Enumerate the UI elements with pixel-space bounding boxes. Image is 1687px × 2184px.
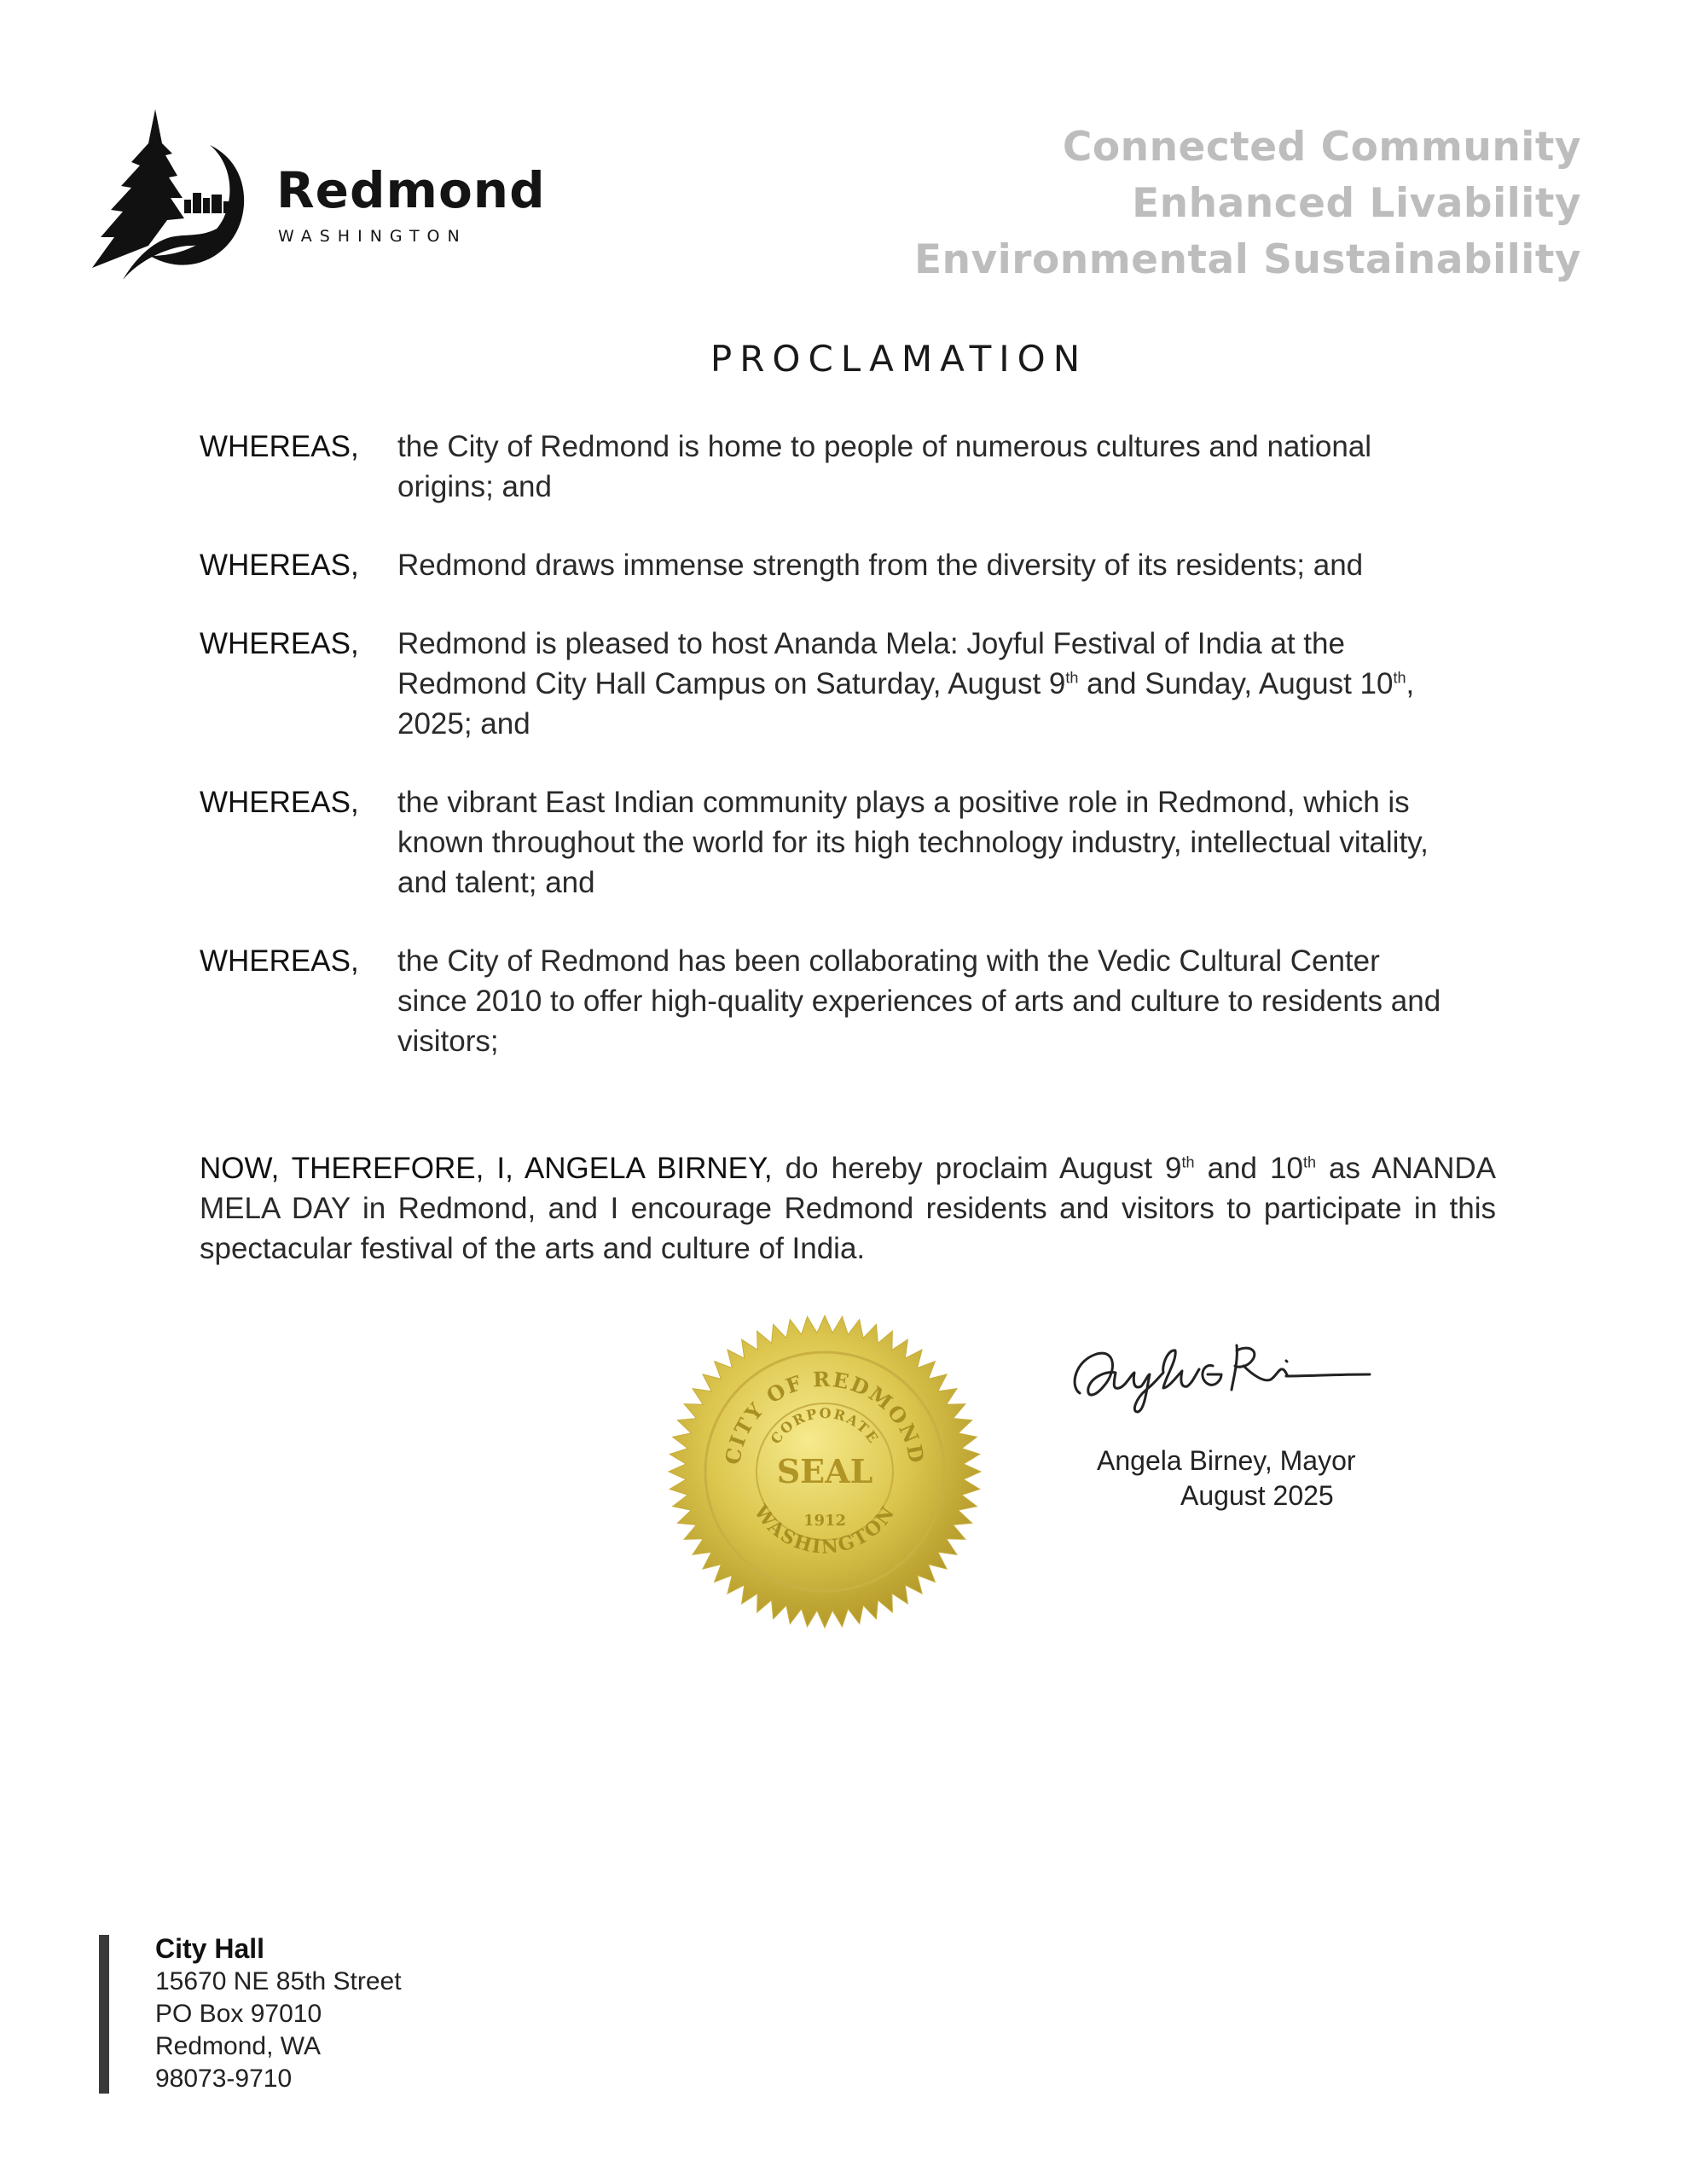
whereas-text-part: and Sunday, August 10 [1078, 667, 1394, 700]
document-title: PROCLAMATION [710, 338, 1088, 380]
seal-text-bottom: WASHINGTON [749, 1501, 901, 1559]
tagline-1: Connected Community [1062, 124, 1581, 171]
ordinal-suffix: th [1181, 1153, 1195, 1171]
footer-divider [99, 1935, 109, 2094]
whereas-clause [200, 427, 1522, 507]
city-logo [89, 109, 566, 280]
whereas-label: WHEREAS, [200, 549, 359, 582]
footer-address-line: 15670 NE 85th Street [155, 1967, 402, 1995]
footer-address-line: PO Box 97010 [155, 2000, 322, 2028]
proclamation-lead: NOW, THEREFORE, I, ANGELA BIRNEY, [200, 1152, 773, 1185]
logo-name: Redmond [276, 161, 546, 219]
proclamation-text: do hereby proclaim August 9 [772, 1152, 1182, 1185]
ordinal-suffix: th [1393, 669, 1406, 687]
ordinal-suffix: th [1302, 1153, 1316, 1171]
footer-address-line: 98073-9710 [155, 2065, 293, 2093]
whereas-clause [200, 545, 1522, 585]
whereas-clause [200, 941, 1522, 1061]
corporate-seal-icon [667, 1314, 983, 1629]
footer-address [155, 1931, 402, 2095]
whereas-clause [200, 624, 1522, 744]
whereas-label: WHEREAS, [200, 944, 359, 978]
redmond-tree-logo-icon [89, 109, 259, 280]
mayor-signature-icon [1063, 1327, 1378, 1420]
proclamation-text: as ANANDA MELA DAY in Redmond, and I encourage Redmond residents and visitors to participate in this spectacular festival of the arts and culture of India. [200, 1152, 1496, 1265]
tagline-3: Environmental Sustainability [913, 236, 1581, 283]
whereas-text-part: , 2025; and [397, 667, 1415, 741]
seal-text-center: SEAL [776, 1452, 873, 1490]
whereas-text [397, 624, 1455, 744]
whereas-list [200, 427, 1522, 1100]
seal-text-year: 1912 [803, 1512, 847, 1530]
whereas-text: the City of Redmond is home to people of numerous cultures and national origins; and [397, 430, 1372, 503]
taglines [914, 119, 1581, 288]
logo-subtitle: WASHINGTON [278, 227, 467, 246]
proclamation-text: and 10 [1194, 1152, 1303, 1185]
whereas-label: WHEREAS, [200, 627, 359, 660]
whereas-text: the vibrant East Indian community plays a positive role in Redmond, which is known throughout the world for its high technology industry, intellectual vitality, and talent; and [397, 786, 1429, 899]
whereas-clause [200, 782, 1522, 903]
seal-text-corporate: CORPORATE [767, 1404, 883, 1448]
whereas-text: Redmond draws immense strength from the diversity of its residents; and [397, 549, 1364, 582]
proclamation-paragraph [200, 1148, 1496, 1269]
signer-name-title: Angela Birney, Mayor [1097, 1445, 1356, 1476]
whereas-text-part: Redmond is pleased to host Ananda Mela: Joyful Festival of India at the Redmond City Hall Campus on Saturday, August 9 [397, 627, 1345, 700]
footer-title: City Hall [155, 1933, 265, 1964]
whereas-label: WHEREAS, [200, 786, 359, 819]
seal-text-top: CITY OF REDMOND [720, 1366, 930, 1467]
ordinal-suffix: th [1065, 669, 1079, 687]
signature-date: August 2025 [1180, 1480, 1334, 1511]
tagline-2: Enhanced Livability [1132, 180, 1581, 227]
whereas-label: WHEREAS, [200, 430, 359, 463]
footer-address-line: Redmond, WA [155, 2032, 321, 2060]
whereas-text: the City of Redmond has been collaborating with the Vedic Cultural Center since 2010 to offer high-quality experiences of arts and culture to residents and visitors; [397, 944, 1441, 1058]
